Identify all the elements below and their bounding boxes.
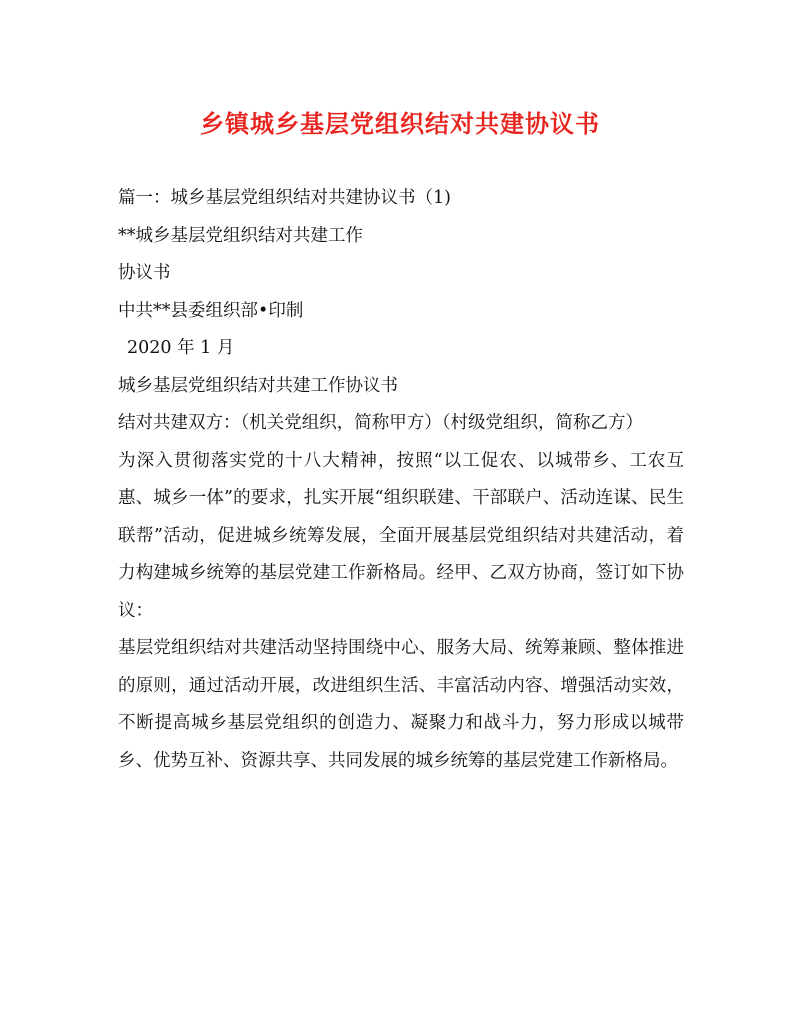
document-title: 乡镇城乡基层党组织结对共建协议书	[200, 109, 600, 138]
parties-line: 结对共建双方：（机关党组织，简称甲方）（村级党组织，简称乙方）	[118, 413, 643, 433]
publisher-line: 中共**县委组织部•印制	[118, 300, 304, 321]
cover-title-line-1: **城乡基层党组织结对共建工作	[118, 225, 363, 246]
date-line: 2020 年 1 月	[127, 338, 235, 358]
document-body	[118, 180, 684, 780]
section-heading: 篇一：城乡基层党组织结对共建协议书（1)	[118, 188, 451, 208]
agreement-heading: 城乡基层党组织结对共建工作协议书	[118, 375, 398, 396]
paragraph-principles: 基层党组织结对共建活动坚持围绕中心、服务大局、统筹兼顾、整体推进的原则，通过活动开展，改进组织生活、丰富活动内容、增强活动实效，不断提高城乡基层党组织的创造力、凝聚力和战斗力，努力形成以城带乡、优势互补、资源共享、共同发展的城乡统筹的基层党建工作新格局。	[118, 638, 684, 771]
cover-title-line-2: 协议书	[118, 263, 171, 283]
paragraph-intro: 为深入贯彻落实党的十八大精神，按照“以工促农、以城带乡、工农互惠、城乡一体”的要求，扎实开展“组织联建、干部联户、活动连谋、民生联帮”活动，促进城乡统筹发展，全面开展基层党组织结对共建活动，着力构建城乡统筹的基层党建工作新格局。经甲、乙双方协商，签订如下协议：	[118, 450, 684, 621]
